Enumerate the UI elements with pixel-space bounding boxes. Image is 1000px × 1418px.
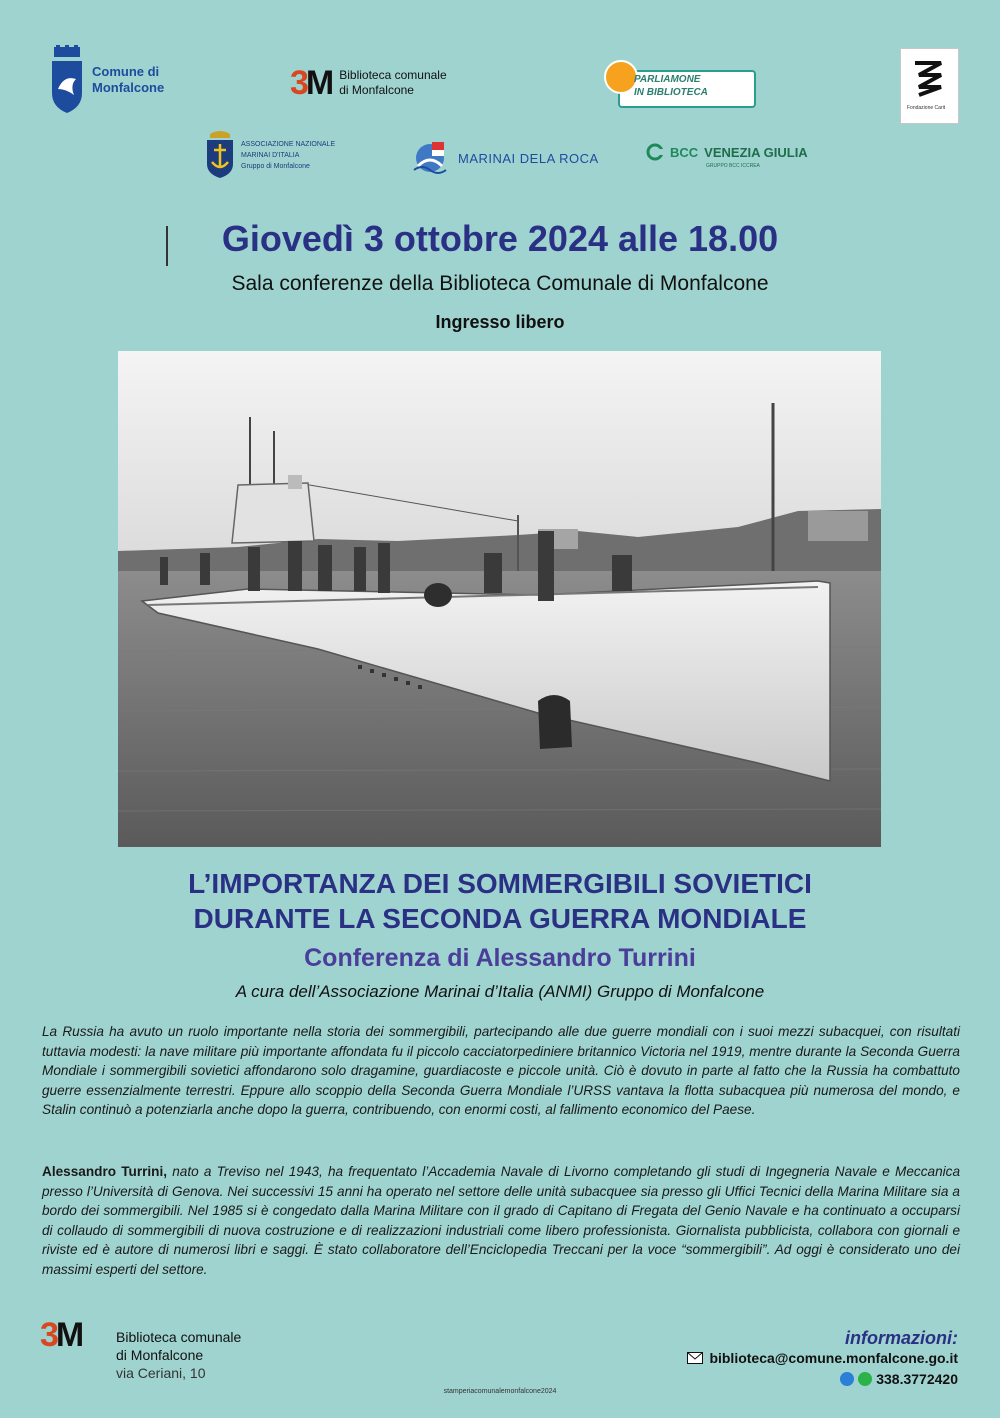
conference-organizer: A cura dell’Associazione Marinai d’Italia (ANMI) Gruppo di Monfalcone: [235, 982, 765, 1001]
parliamone-logo: [604, 60, 756, 108]
event-date: Giovedì 3 ottobre 2024 alle 18.00: [221, 218, 779, 259]
comune-crest-icon: [50, 45, 84, 115]
info-email-row[interactable]: [687, 1350, 958, 1366]
conference-title-line1: L’IMPORTANZA DEI SOMMERGIBILI SOVIETICI: [188, 868, 812, 899]
info-phone-row[interactable]: [840, 1371, 958, 1387]
bcc-mark-icon: [646, 143, 664, 161]
bcc-logo: [646, 143, 808, 169]
event-entry: Ingresso libero: [435, 312, 565, 332]
footer-library: [116, 1328, 241, 1382]
speaker-bio-paragraph: [42, 1162, 960, 1280]
footer-library-line1: Biblioteca comunale: [116, 1329, 242, 1345]
footer-bm-logo: 3M: [40, 1316, 82, 1354]
biblioteca-logo: [290, 66, 447, 100]
speaker-bio-name: Alessandro Turrini,: [42, 1164, 168, 1179]
biblioteca-name-line2: di Monfalcone: [339, 83, 414, 97]
anmi-line3: Gruppo di Monfalcone: [241, 162, 310, 170]
anchor-shield-icon: [205, 130, 235, 180]
description-paragraph: La Russia ha avuto un ruolo importante nella storia dei sommergibili, partecipando alle due guerre mondiali con i suoi mezzi subacquei, con risultati tuttavia modesti: la nave militare più importante affondata fu il piccolo cacciatorpediniere britannico Victoria nel 1919, mentre durante la Seconda Guerra Mondiale i sommergibili sovietici affondarono solo dragamine, guardiacoste e piccole unità. Ciò è dovuto in parte al fatto che la Russia ha combattuto guerre essenzialmente terrestri. Eppure allo scoppio della Seconda Guerra Mondiale l’URSS vantava la flotta subacquea più numerosa del mondo, e Stalin continuò a potenziarla anche dopo la guerra, contribuendo, con enormi costi, al fallimento economico del Paese.: [42, 1024, 960, 1118]
biblioteca-name-line1: Biblioteca comunale: [339, 68, 447, 82]
marinai-rocca-icon: [410, 140, 450, 176]
info-email[interactable]: biblioteca@comune.monfalcone.go.it: [709, 1350, 958, 1366]
comune-name-line2: Monfalcone: [92, 80, 165, 95]
marinai-rocca-name: MARINAI DELA ROCA: [458, 150, 599, 166]
envelope-icon: [687, 1352, 703, 1364]
fondazione-mark-icon: [913, 59, 945, 97]
info-phone[interactable]: 338.3772420: [876, 1371, 958, 1387]
anmi-line2: MARINAI D'ITALIA: [241, 151, 300, 159]
footer-library-line2: di Monfalcone: [116, 1347, 204, 1363]
parliamone-line1: PARLIAMONE: [634, 74, 701, 85]
whatsapp-icon: [858, 1372, 872, 1386]
speaker-bio-text: nato a Treviso nel 1943, ha frequentato l’Accademia Navale di Livorno completando gli studi di Ingegneria Navale e Meccanica presso l’Università di Genova. Nei successivi 15 anni ha operato nel settore delle unità subacquee sia presso gli Uffici Tecnici della Marina Militare sia a bordo dei sommergibili. Nel 1985 si è congedato dalla Marina Militare con il grado di Capitano di Fregata del Genio Navale e ha continuato a occuparsi di collaudo di sommergibili di nuova costruzione e di realizzazioni industriali come libero professionista. Giornalista pubblicista, collabora con giornali e riviste ed è autore di numerosi libri e saggi. È stato collaboratore dell’Enciclopedia Treccani per la voce “sommergibili”. Ad oggi è considerato uno dei massimi esperti del settore.: [42, 1164, 961, 1277]
parliamone-line2: IN BIBLIOTECA: [634, 87, 708, 98]
event-venue: Sala conferenze della Biblioteca Comunale di Monfalcone: [231, 272, 769, 295]
bcc-subtitle: GRUPPO BCC ICCREA: [706, 163, 760, 169]
venezia-giulia-text: VENEZIA GIULIA: [704, 144, 808, 160]
bm-logo-mark: 3M: [290, 64, 332, 102]
submarine-photo: [118, 351, 881, 847]
anmi-logo: [205, 130, 335, 180]
submarine-photo-drawing: [118, 351, 881, 847]
lightbulb-icon: [604, 60, 638, 94]
conference-speaker: Conferenza di Alessandro Turrini: [304, 944, 696, 972]
fondazione-label: Fondazione Carit: [907, 105, 946, 111]
marinai-rocca-logo: [410, 140, 599, 176]
phone-icon: [840, 1372, 854, 1386]
fondazione-logo: [900, 48, 959, 124]
bcc-text: BCC: [670, 144, 699, 160]
comune-logo: [50, 44, 180, 116]
comune-name-line1: Comune di: [92, 64, 160, 79]
footer-address: via Ceriani, 10: [116, 1365, 206, 1381]
print-credit: stamperiacomunalemonfalcone2024: [443, 1388, 557, 1395]
anmi-line1: ASSOCIAZIONE NAZIONALE: [241, 140, 336, 148]
conference-title-line2: DURANTE LA SECONDA GUERRA MONDIALE: [193, 903, 807, 934]
info-heading: informazioni:: [845, 1328, 958, 1348]
